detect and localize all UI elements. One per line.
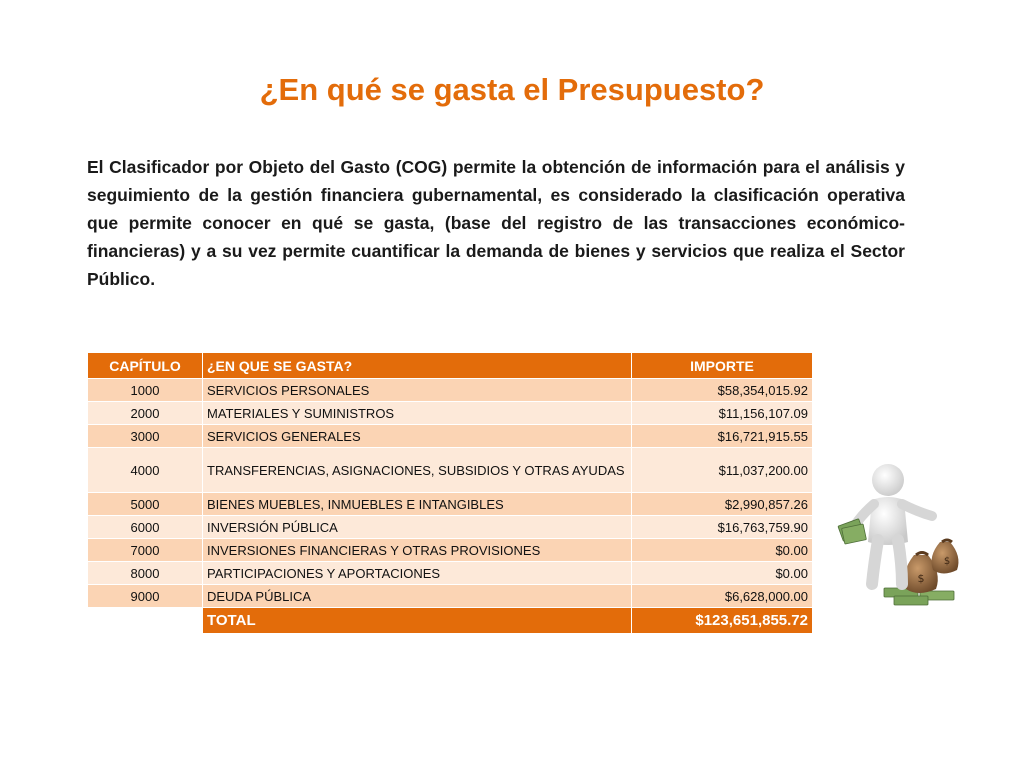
table-row bbox=[88, 425, 813, 448]
concepto-cell: SERVICIOS PERSONALES bbox=[203, 379, 632, 402]
table-row bbox=[88, 402, 813, 425]
table-row bbox=[88, 585, 813, 608]
capitulo-cell: 2000 bbox=[88, 402, 203, 425]
concepto-cell: SERVICIOS GENERALES bbox=[203, 425, 632, 448]
header-importe: IMPORTE bbox=[632, 353, 813, 379]
capitulo-cell: 7000 bbox=[88, 539, 203, 562]
table-row bbox=[88, 562, 813, 585]
capitulo-cell: 9000 bbox=[88, 585, 203, 608]
concepto-cell: INVERSIONES FINANCIERAS Y OTRAS PROVISIONES bbox=[203, 539, 632, 562]
person-with-money-bags-icon bbox=[836, 460, 986, 610]
importe-cell: $6,628,000.00 bbox=[632, 585, 813, 608]
concepto-cell: INVERSIÓN PÚBLICA bbox=[203, 516, 632, 539]
capitulo-cell: 3000 bbox=[88, 425, 203, 448]
concepto-cell: TRANSFERENCIAS, ASIGNACIONES, SUBSIDIOS Y OTRAS AYUDAS bbox=[203, 448, 632, 493]
table-row bbox=[88, 379, 813, 402]
intro-paragraph: El Clasificador por Objeto del Gasto (COG) permite la obtención de información para el análisis y seguimiento de la gestión financiera gubernamental, es considerado la clasificación operativa que permite conocer en qué se gasta, (base del registro de las transacciones económico-financieras) y a su vez permite cuantificar la demanda de bienes y servicios que realiza el Sector Público. bbox=[87, 157, 905, 289]
money-bag-icon bbox=[932, 540, 959, 574]
concepto-cell: PARTICIPACIONES Y APORTACIONES bbox=[203, 562, 632, 585]
concepto-cell: MATERIALES Y SUMINISTROS bbox=[203, 402, 632, 425]
importe-cell: $11,037,200.00 bbox=[632, 448, 813, 493]
importe-cell: $11,156,107.09 bbox=[632, 402, 813, 425]
svg-text:$: $ bbox=[943, 556, 951, 567]
capitulo-cell: 8000 bbox=[88, 562, 203, 585]
table-row bbox=[88, 493, 813, 516]
table-row bbox=[88, 516, 813, 539]
table-header-row bbox=[88, 353, 813, 379]
concepto-cell: BIENES MUEBLES, INMUEBLES E INTANGIBLES bbox=[203, 493, 632, 516]
importe-cell: $16,721,915.55 bbox=[632, 425, 813, 448]
capitulo-cell: 4000 bbox=[88, 448, 203, 493]
svg-text:$: $ bbox=[917, 572, 925, 585]
table-row bbox=[88, 448, 813, 493]
header-concepto: ¿EN QUE SE GASTA? bbox=[203, 353, 632, 379]
capitulo-cell: 6000 bbox=[88, 516, 203, 539]
page-title: ¿En qué se gasta el Presupuesto? bbox=[259, 72, 765, 107]
header-capitulo: CAPÍTULO bbox=[88, 353, 203, 379]
capitulo-cell: 5000 bbox=[88, 493, 203, 516]
total-blank-cell bbox=[88, 608, 203, 634]
total-row bbox=[88, 608, 813, 634]
importe-cell: $58,354,015.92 bbox=[632, 379, 813, 402]
total-value: $123,651,855.72 bbox=[632, 608, 813, 634]
table-row bbox=[88, 539, 813, 562]
importe-cell: $0.00 bbox=[632, 562, 813, 585]
importe-cell: $16,763,759.90 bbox=[632, 516, 813, 539]
capitulo-cell: 1000 bbox=[88, 379, 203, 402]
total-label: TOTAL bbox=[203, 608, 632, 634]
concepto-cell: DEUDA PÚBLICA bbox=[203, 585, 632, 608]
importe-cell: $2,990,857.26 bbox=[632, 493, 813, 516]
importe-cell: $0.00 bbox=[632, 539, 813, 562]
budget-table bbox=[87, 352, 813, 634]
